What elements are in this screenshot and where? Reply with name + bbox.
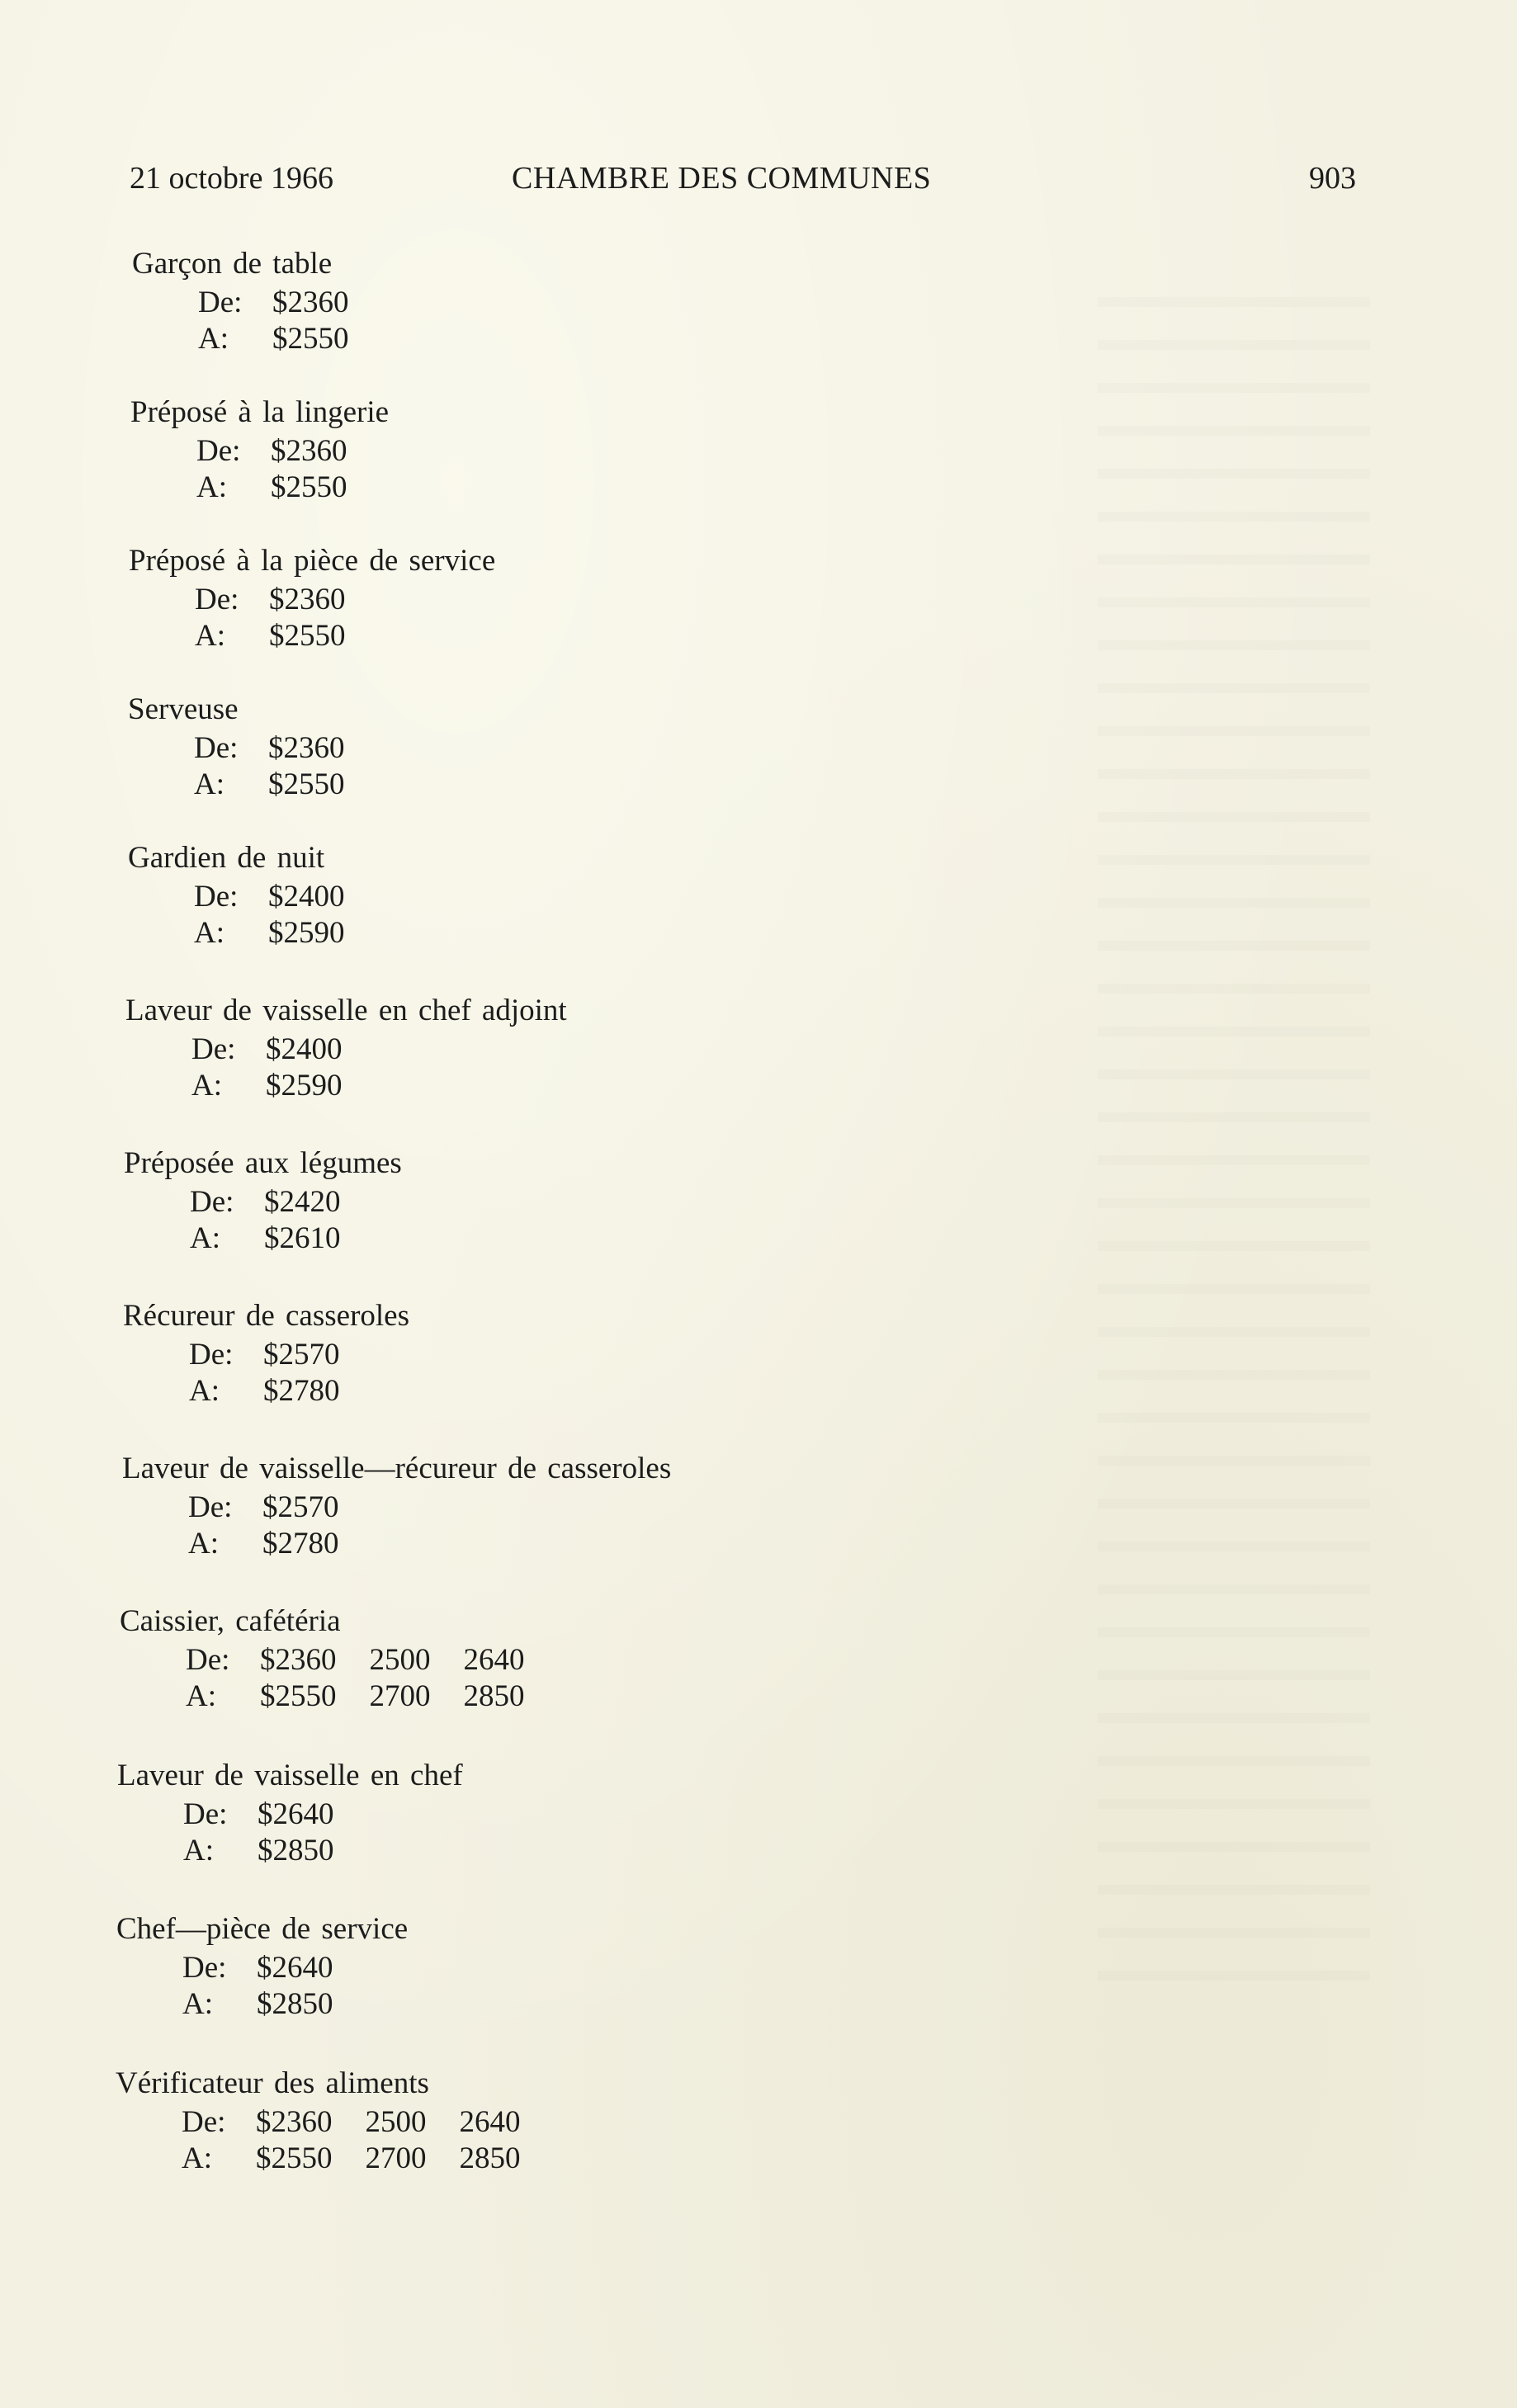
row-label: De: bbox=[188, 1490, 233, 1524]
salary-to-row bbox=[182, 2141, 554, 2177]
position-title: Récureur de casseroles bbox=[123, 1299, 409, 1333]
salary-amount: $2550 bbox=[260, 1679, 337, 1713]
salary-amount: $2550 bbox=[269, 619, 346, 653]
position-title: Laveur de vaisselle en chef bbox=[117, 1759, 463, 1792]
row-label: A: bbox=[190, 1221, 220, 1255]
salary-amount: $2400 bbox=[266, 1032, 343, 1066]
position-title: Garçon de table bbox=[132, 247, 333, 281]
salary-from-row bbox=[182, 2104, 554, 2141]
row-label: De: bbox=[194, 880, 239, 914]
position-title: Préposé à la pièce de service bbox=[129, 544, 496, 578]
row-label: A: bbox=[194, 767, 224, 801]
salary-amount: $2550 bbox=[268, 767, 345, 801]
salary-amount: $2780 bbox=[263, 1374, 340, 1408]
row-label: De: bbox=[186, 1643, 230, 1677]
salary-amount: $2590 bbox=[268, 916, 345, 950]
salary-amount: $2590 bbox=[266, 1069, 343, 1102]
salary-amount: $2570 bbox=[263, 1338, 340, 1372]
salary-from-row bbox=[195, 582, 495, 618]
row-label: De: bbox=[189, 1338, 234, 1372]
salary-amount: $2360 bbox=[268, 731, 345, 765]
salary-from-row bbox=[189, 1337, 409, 1373]
salary-amount: $2360 bbox=[260, 1643, 337, 1677]
salary-amount: 2700 bbox=[365, 2141, 427, 2175]
salary-amount: $2850 bbox=[258, 1834, 334, 1867]
salary-entry bbox=[129, 541, 495, 654]
salary-amount: $2360 bbox=[269, 583, 346, 616]
row-label: De: bbox=[190, 1185, 234, 1219]
row-label: De: bbox=[191, 1032, 236, 1066]
salary-entry bbox=[130, 392, 389, 506]
salary-from-row bbox=[182, 1950, 408, 1986]
salary-entry bbox=[125, 990, 567, 1104]
salary-to-row bbox=[191, 1068, 567, 1104]
position-title: Serveuse bbox=[128, 692, 239, 726]
salary-entry bbox=[122, 1448, 671, 1562]
salary-amount: 2850 bbox=[459, 2141, 521, 2175]
salary-entry bbox=[117, 1755, 463, 1869]
salary-amount: $2610 bbox=[264, 1221, 341, 1255]
row-label: De: bbox=[196, 434, 241, 468]
salary-amount: $2360 bbox=[271, 434, 347, 468]
position-title: Laveur de vaisselle en chef adjoint bbox=[125, 994, 567, 1027]
salary-from-row bbox=[191, 1032, 567, 1068]
row-label: A: bbox=[198, 322, 229, 356]
salary-amount: $2360 bbox=[272, 286, 349, 319]
row-label: A: bbox=[188, 1527, 219, 1560]
row-label: A: bbox=[196, 470, 227, 504]
salary-from-row bbox=[186, 1642, 558, 1679]
salary-amount: 2640 bbox=[463, 1643, 525, 1677]
salary-to-row bbox=[183, 1833, 463, 1869]
row-label: De: bbox=[194, 731, 239, 765]
salary-amount: 2850 bbox=[463, 1679, 525, 1713]
salary-amount: 2500 bbox=[369, 1643, 431, 1677]
row-label: De: bbox=[195, 583, 239, 616]
show-through-shadow bbox=[1098, 264, 1370, 1997]
salary-from-row bbox=[194, 730, 378, 767]
salary-to-row bbox=[194, 915, 378, 951]
header-title: CHAMBRE DES COMMUNES bbox=[512, 161, 932, 196]
position-title: Caissier, cafétéria bbox=[120, 1604, 341, 1638]
position-title: Préposé à la lingerie bbox=[130, 395, 390, 429]
row-label: De: bbox=[183, 1797, 228, 1831]
salary-to-row bbox=[186, 1679, 558, 1715]
row-label: De: bbox=[198, 286, 243, 319]
salary-amount: 2640 bbox=[459, 2105, 521, 2139]
salary-to-row bbox=[195, 618, 495, 654]
salary-entry bbox=[128, 689, 378, 803]
salary-from-row bbox=[183, 1797, 463, 1833]
salary-amount: $2420 bbox=[264, 1185, 341, 1219]
salary-to-row bbox=[196, 470, 389, 506]
salary-to-row bbox=[198, 321, 382, 357]
salary-entry bbox=[120, 1601, 558, 1715]
salary-entry bbox=[116, 1909, 408, 2023]
row-label: A: bbox=[194, 916, 224, 950]
row-label: A: bbox=[195, 619, 225, 653]
page-header bbox=[130, 153, 1356, 203]
row-label: A: bbox=[189, 1374, 220, 1408]
salary-to-row bbox=[182, 1986, 408, 2023]
header-date: 21 octobre 1966 bbox=[130, 161, 333, 196]
salary-amount: 2700 bbox=[369, 1679, 431, 1713]
salary-amount: 2500 bbox=[365, 2105, 427, 2139]
salary-entry bbox=[128, 838, 378, 951]
salary-amount: $2360 bbox=[256, 2105, 333, 2139]
salary-to-row bbox=[190, 1221, 402, 1257]
salary-amount: $2400 bbox=[268, 880, 345, 914]
salary-amount: $2640 bbox=[257, 1951, 333, 1985]
salary-amount: $2550 bbox=[271, 470, 347, 504]
row-label: De: bbox=[182, 2105, 226, 2139]
position-title: Gardien de nuit bbox=[128, 841, 325, 875]
position-title: Vérificateur des aliments bbox=[116, 2066, 429, 2100]
row-label: A: bbox=[191, 1069, 222, 1102]
salary-to-row bbox=[188, 1526, 671, 1562]
row-label: A: bbox=[182, 1987, 213, 2021]
row-label: A: bbox=[183, 1834, 214, 1867]
salary-from-row bbox=[196, 433, 389, 470]
salary-amount: $2550 bbox=[256, 2141, 333, 2175]
salary-from-row bbox=[188, 1490, 671, 1526]
position-title: Préposée aux légumes bbox=[124, 1146, 402, 1180]
salary-to-row bbox=[194, 767, 378, 803]
salary-entry bbox=[116, 2063, 554, 2177]
salary-amount: $2780 bbox=[262, 1527, 339, 1560]
position-title: Laveur de vaisselle—récureur de casseroles bbox=[122, 1452, 672, 1485]
position-title: Chef—pièce de service bbox=[116, 1912, 409, 1946]
salary-amount: $2570 bbox=[262, 1490, 339, 1524]
salary-from-row bbox=[194, 879, 378, 915]
salary-amount: $2640 bbox=[258, 1797, 334, 1831]
salary-entry bbox=[123, 1296, 409, 1409]
row-label: De: bbox=[182, 1951, 227, 1985]
row-label: A: bbox=[186, 1679, 216, 1713]
salary-from-row bbox=[190, 1184, 402, 1221]
salary-from-row bbox=[198, 285, 382, 321]
salary-to-row bbox=[189, 1373, 409, 1409]
row-label: A: bbox=[182, 2141, 212, 2175]
salary-entry bbox=[124, 1143, 402, 1257]
salary-amount: $2850 bbox=[257, 1987, 333, 2021]
salary-amount: $2550 bbox=[272, 322, 349, 356]
page-number: 903 bbox=[1309, 161, 1356, 196]
salary-entry bbox=[132, 243, 382, 357]
